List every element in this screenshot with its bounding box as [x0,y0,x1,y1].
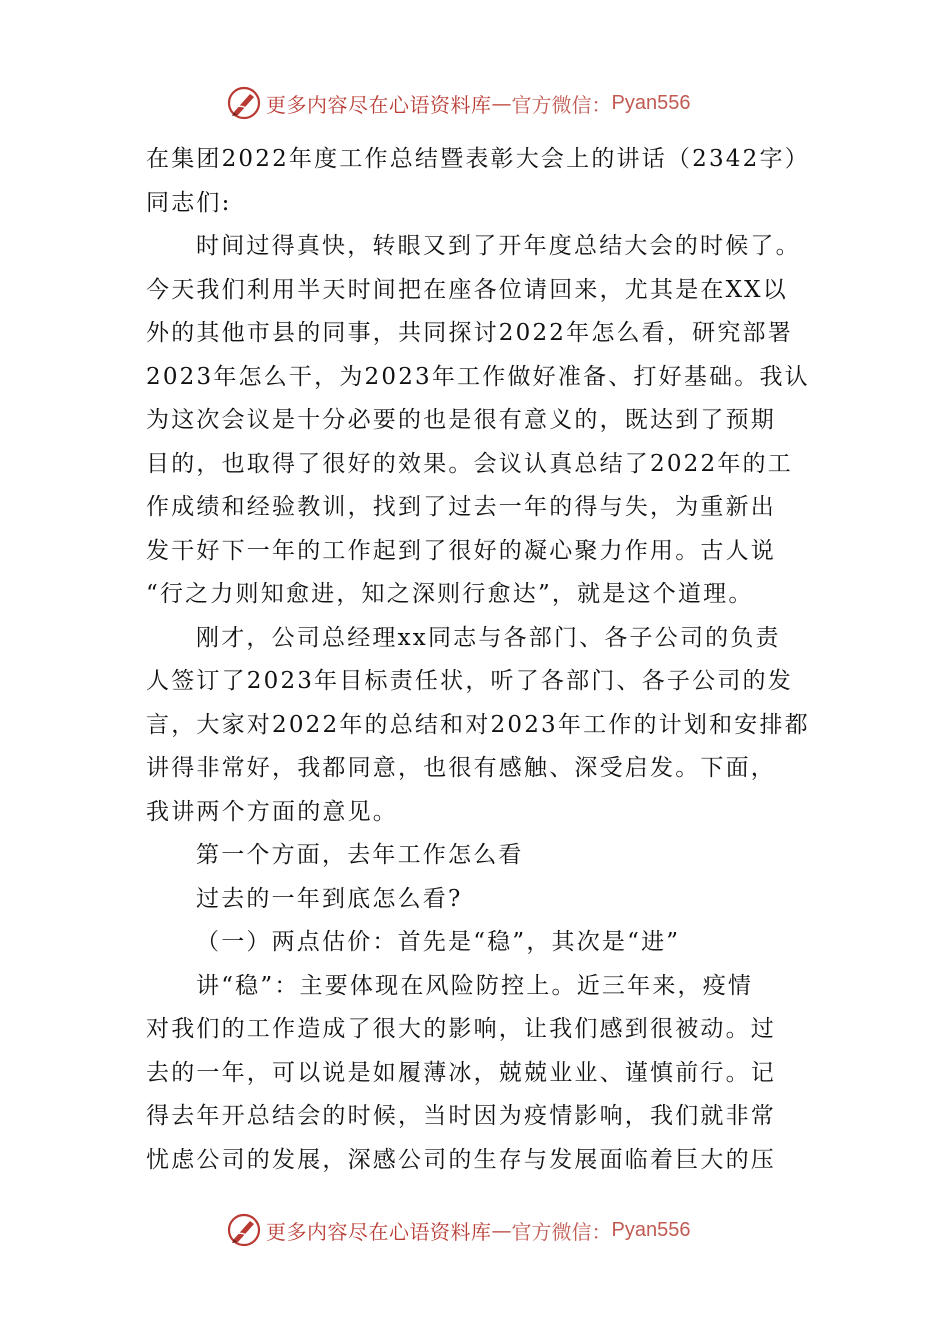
footer-watermark [226,1210,690,1250]
text-line: 刚才，公司总经理xx同志与各部门、各子公司的负责 [196,624,781,651]
watermark-text: 更多内容尽在心语资料库 [266,1219,492,1244]
text-line: 去的一年，可以说是如履薄冰，兢兢业业、谨慎前行。记 [146,1059,776,1086]
text-line: “行之力则知愈进，知之深则行愈达”，就是这个道理。 [146,581,754,607]
watermark-separator: — [491,1218,512,1242]
text-line: 得去年开总结会的时候，当时因为疫情影响，我们就非常 [146,1103,776,1129]
text-line: 讲“稳”：主要体现在风险防控上。近三年来，疫情 [196,972,754,999]
watermark-contact-label: 官方微信： [511,1219,612,1244]
text-line: 言，大家对2022年的总结和对2023年工作的计划和安排都 [146,711,810,738]
watermark-contact-id: Pyan556 [611,1218,691,1241]
text-line: 发干好下一年的工作起到了很好的凝心聚力作用。古人说 [146,537,776,564]
header-watermark [226,83,690,123]
watermark-contact-id: Pyan556 [611,91,691,114]
text-line: 讲得非常好，我都同意，也很有感触、深受启发。下面， [146,755,776,781]
text-line: 对我们的工作造成了很大的影响，让我们感到很被动。过 [146,1016,776,1042]
text-line: 作成绩和经验教训，找到了过去一年的得与失，为重新出 [146,494,776,520]
text-line: 今天我们利用半天时间把在座各位请回来，尤其是在XX以 [146,276,788,303]
watermark-separator: — [491,91,512,115]
text-line: 过去的一年到底怎么看? [196,885,463,912]
document-body [146,138,816,1182]
text-line: 2023年怎么干，为2023年工作做好准备、打好基础。我认 [146,363,810,390]
pen-logo-icon [226,1212,262,1248]
text-line: 第一个方面，去年工作怎么看 [196,842,524,868]
watermark-contact-label: 官方微信： [511,92,612,117]
watermark-text: 更多内容尽在心语资料库 [266,92,492,117]
pen-logo-icon [226,85,262,121]
text-line: 目的，也取得了很好的效果。会议认真总结了2022年的工 [146,450,793,477]
salutation: 同志们: [146,189,232,216]
text-line: 人签订了2023年目标责任状，听了各部门、各子公司的发 [146,668,793,694]
text-line: 为这次会议是十分必要的也是很有意义的，既达到了预期 [146,407,776,433]
text-line: 时间过得真快，转眼又到了开年度总结大会的时候了。 [196,233,801,259]
paragraph-lines [146,225,816,1182]
text-line: 我讲两个方面的意见。 [146,798,398,825]
text-line: （一）两点估价：首先是“稳”，其次是“进” [196,929,681,955]
document-title: 在集团2022年度工作总结暨表彰大会上的讲话（2342字） [146,146,810,172]
text-line: 外的其他市县的同事，共同探讨2022年怎么看，研究部署 [146,320,793,346]
text-line: 忧虑公司的发展，深感公司的生存与发展面临着巨大的压 [146,1146,776,1173]
